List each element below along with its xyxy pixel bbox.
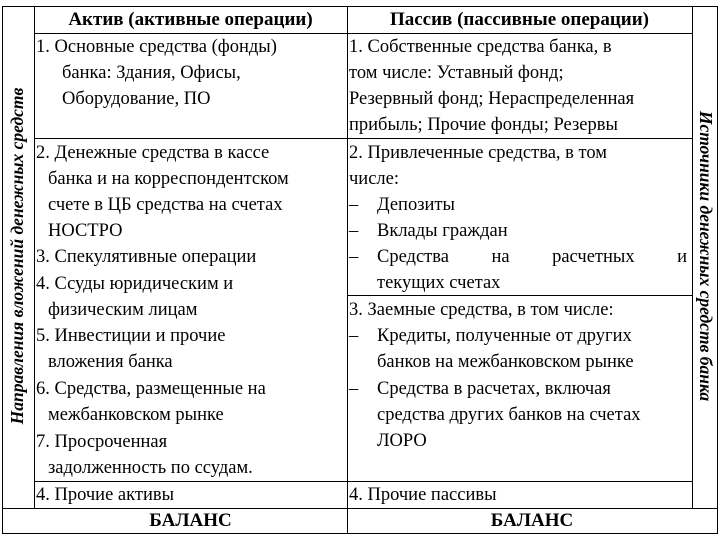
dash-icon: – (349, 379, 359, 399)
liability-2-line1: 2. Привлеченные средства, в том (349, 143, 607, 163)
footer-balance-right: БАЛАНС (490, 510, 574, 531)
asset-3-line1: 3. Спекулятивные операции (36, 247, 257, 267)
liability-3-bullet1-line1: Кредиты, полученные от других (377, 326, 632, 346)
liability-2-bullet3-line2: текущих счетах (377, 273, 501, 293)
liability-1-line3: Резервный фонд; Нераспределенная (349, 89, 635, 109)
divider-right-side (692, 6, 693, 508)
asset-4-line1: 4. Ссуды юридическим и (36, 274, 234, 294)
header-liabilities: Пассив (пассивные операции) (389, 9, 650, 30)
divider-row1 (34, 138, 692, 139)
side-label-right: Источники денежных средств банка (696, 110, 716, 402)
asset-1-line2: банка: Здания, Офисы, (62, 63, 241, 83)
asset-2-line1: 2. Денежные средства в кассе (36, 143, 270, 163)
word: расчетных (552, 247, 635, 267)
divider-left-side (34, 6, 35, 508)
asset-6-line2: межбанковском рынке (48, 405, 224, 425)
asset-4-line2: физическим лицам (48, 300, 198, 320)
liability-3-line1: 3. Заемные средства, в том числе: (349, 300, 614, 320)
side-label-left: Направления вложений денежных средств (7, 87, 27, 425)
liability-2-bullet2: Вклады граждан (377, 221, 508, 241)
border-left (2, 6, 3, 534)
liability-1-line4: прибыль; Прочие фонды; Резервы (349, 115, 618, 135)
asset-7-line1: 7. Просроченная (36, 432, 168, 452)
asset-7-line2: задолженность по ссудам. (48, 458, 253, 478)
asset-5-line1: 5. Инвестиции и прочие (36, 326, 226, 346)
asset-2-line4: НОСТРО (48, 221, 123, 241)
asset-1-line3: Оборудование, ПО (62, 89, 211, 109)
liability-2-line2: числе: (349, 169, 399, 189)
asset-other: 4. Прочие активы (36, 485, 175, 505)
dash-icon: – (349, 221, 359, 241)
footer-balance-left: БАЛАНС (149, 510, 232, 531)
liability-2-bullet1: Депозиты (377, 195, 455, 215)
liability-other: 4. Прочие пассивы (349, 485, 497, 505)
dash-icon: – (349, 326, 359, 346)
border-bottom (2, 533, 718, 534)
liability-3-bullet2-line1: Средства в расчетах, включая (377, 379, 611, 399)
word: и (677, 247, 687, 267)
liability-3-bullet1-line2: банков на межбанковском рынке (377, 352, 634, 372)
asset-6-line1: 6. Средства, размещенные на (36, 379, 266, 399)
liability-2-bullet3-line1 (377, 244, 687, 270)
divider-middle (347, 6, 348, 534)
liability-1-line2: том числе: Уставный фонд; (349, 63, 564, 83)
asset-1-line1: 1. Основные средства (фонды) (36, 37, 277, 57)
word: на (491, 247, 510, 267)
asset-2-line2: банка и на корреспондентском (48, 169, 289, 189)
word: Средства (377, 247, 449, 267)
liability-3-bullet2-line2: средства других банков на счетах (377, 405, 641, 425)
asset-2-line3: счете в ЦБ средства на счетах (48, 195, 283, 215)
header-assets: Актив (активные операции) (68, 9, 313, 30)
border-right (717, 6, 718, 534)
dash-icon: – (349, 247, 359, 267)
liability-1-line1: 1. Собственные средства банка, в (349, 37, 612, 57)
asset-5-line2: вложения банка (48, 352, 173, 372)
liability-3-bullet2-line3: ЛОРО (377, 431, 427, 451)
dash-icon: – (349, 195, 359, 215)
